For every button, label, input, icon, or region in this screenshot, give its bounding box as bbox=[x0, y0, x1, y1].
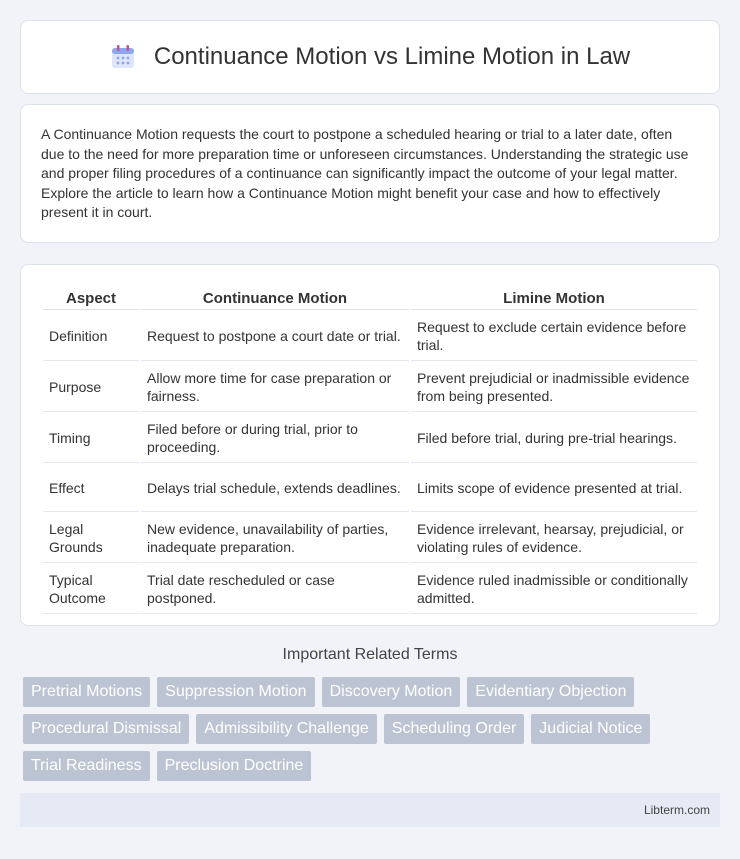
cell-continuance: New evidence, unavailability of parties, inadequate preparation. bbox=[141, 514, 409, 563]
cell-aspect: Purpose bbox=[43, 363, 139, 412]
comparison-card bbox=[20, 264, 720, 626]
page-title: Continuance Motion vs Limine Motion in Law bbox=[153, 43, 631, 70]
header-aspect: Aspect bbox=[43, 287, 139, 310]
cell-aspect: Legal Grounds bbox=[43, 514, 139, 563]
table-row bbox=[43, 312, 697, 361]
table-row bbox=[43, 363, 697, 412]
related-term-tag[interactable]: Trial Readiness bbox=[23, 751, 150, 781]
cell-limine: Prevent prejudicial or inadmissible evidence from being presented. bbox=[411, 363, 697, 412]
table-row bbox=[43, 565, 697, 614]
table-row bbox=[43, 465, 697, 512]
related-term-tag[interactable]: Pretrial Motions bbox=[23, 677, 150, 707]
cell-continuance: Request to postpone a court date or trial. bbox=[141, 312, 409, 361]
calendar-icon bbox=[110, 44, 136, 70]
related-terms-list bbox=[20, 677, 720, 781]
cell-limine: Limits scope of evidence presented at trial. bbox=[411, 465, 697, 512]
related-term-tag[interactable]: Judicial Notice bbox=[531, 714, 650, 744]
related-term-tag[interactable]: Suppression Motion bbox=[157, 677, 314, 707]
header-limine: Limine Motion bbox=[411, 287, 697, 310]
title-card bbox=[20, 20, 720, 94]
table-row bbox=[43, 414, 697, 463]
cell-aspect: Timing bbox=[43, 414, 139, 463]
cell-limine: Filed before trial, during pre-trial hearings. bbox=[411, 414, 697, 463]
cell-limine: Evidence irrelevant, hearsay, prejudicial, or violating rules of evidence. bbox=[411, 514, 697, 563]
related-term-tag[interactable]: Evidentiary Objection bbox=[467, 677, 634, 707]
cell-aspect: Effect bbox=[43, 465, 139, 512]
related-term-tag[interactable]: Scheduling Order bbox=[384, 714, 525, 744]
intro-card bbox=[20, 104, 720, 243]
intro-text: A Continuance Motion requests the court to postpone a scheduled hearing or trial to a later date, often due to the need for more preparation time or unforeseen circumstances. Understanding the strategic use and proper filing procedures of a continuance can significantly impact the outcome of your legal matter. Explore the article to learn how a Continuance Motion might benefit your case and how to effectively present it in court. bbox=[41, 126, 689, 220]
table-header-row bbox=[43, 287, 697, 310]
related-term-tag[interactable]: Admissibility Challenge bbox=[196, 714, 377, 744]
cell-continuance: Delays trial schedule, extends deadlines. bbox=[141, 465, 409, 512]
footer-brand[interactable]: Libterm.com bbox=[643, 803, 710, 817]
cell-continuance: Trial date rescheduled or case postponed. bbox=[141, 565, 409, 614]
related-term-tag[interactable]: Preclusion Doctrine bbox=[157, 751, 312, 781]
related-term-tag[interactable]: Procedural Dismissal bbox=[23, 714, 189, 744]
cell-limine: Request to exclude certain evidence before trial. bbox=[411, 312, 697, 361]
related-terms-heading: Important Related Terms bbox=[282, 646, 458, 663]
comparison-table bbox=[41, 285, 699, 616]
cell-continuance: Filed before or during trial, prior to proceeding. bbox=[141, 414, 409, 463]
related-term-tag[interactable]: Discovery Motion bbox=[322, 677, 461, 707]
cell-aspect: Definition bbox=[43, 312, 139, 361]
cell-continuance: Allow more time for case preparation or fairness. bbox=[141, 363, 409, 412]
cell-aspect: Typical Outcome bbox=[43, 565, 139, 614]
cell-limine: Evidence ruled inadmissible or conditionally admitted. bbox=[411, 565, 697, 614]
footer bbox=[20, 793, 720, 827]
table-row bbox=[43, 514, 697, 563]
header-continuance: Continuance Motion bbox=[141, 287, 409, 310]
